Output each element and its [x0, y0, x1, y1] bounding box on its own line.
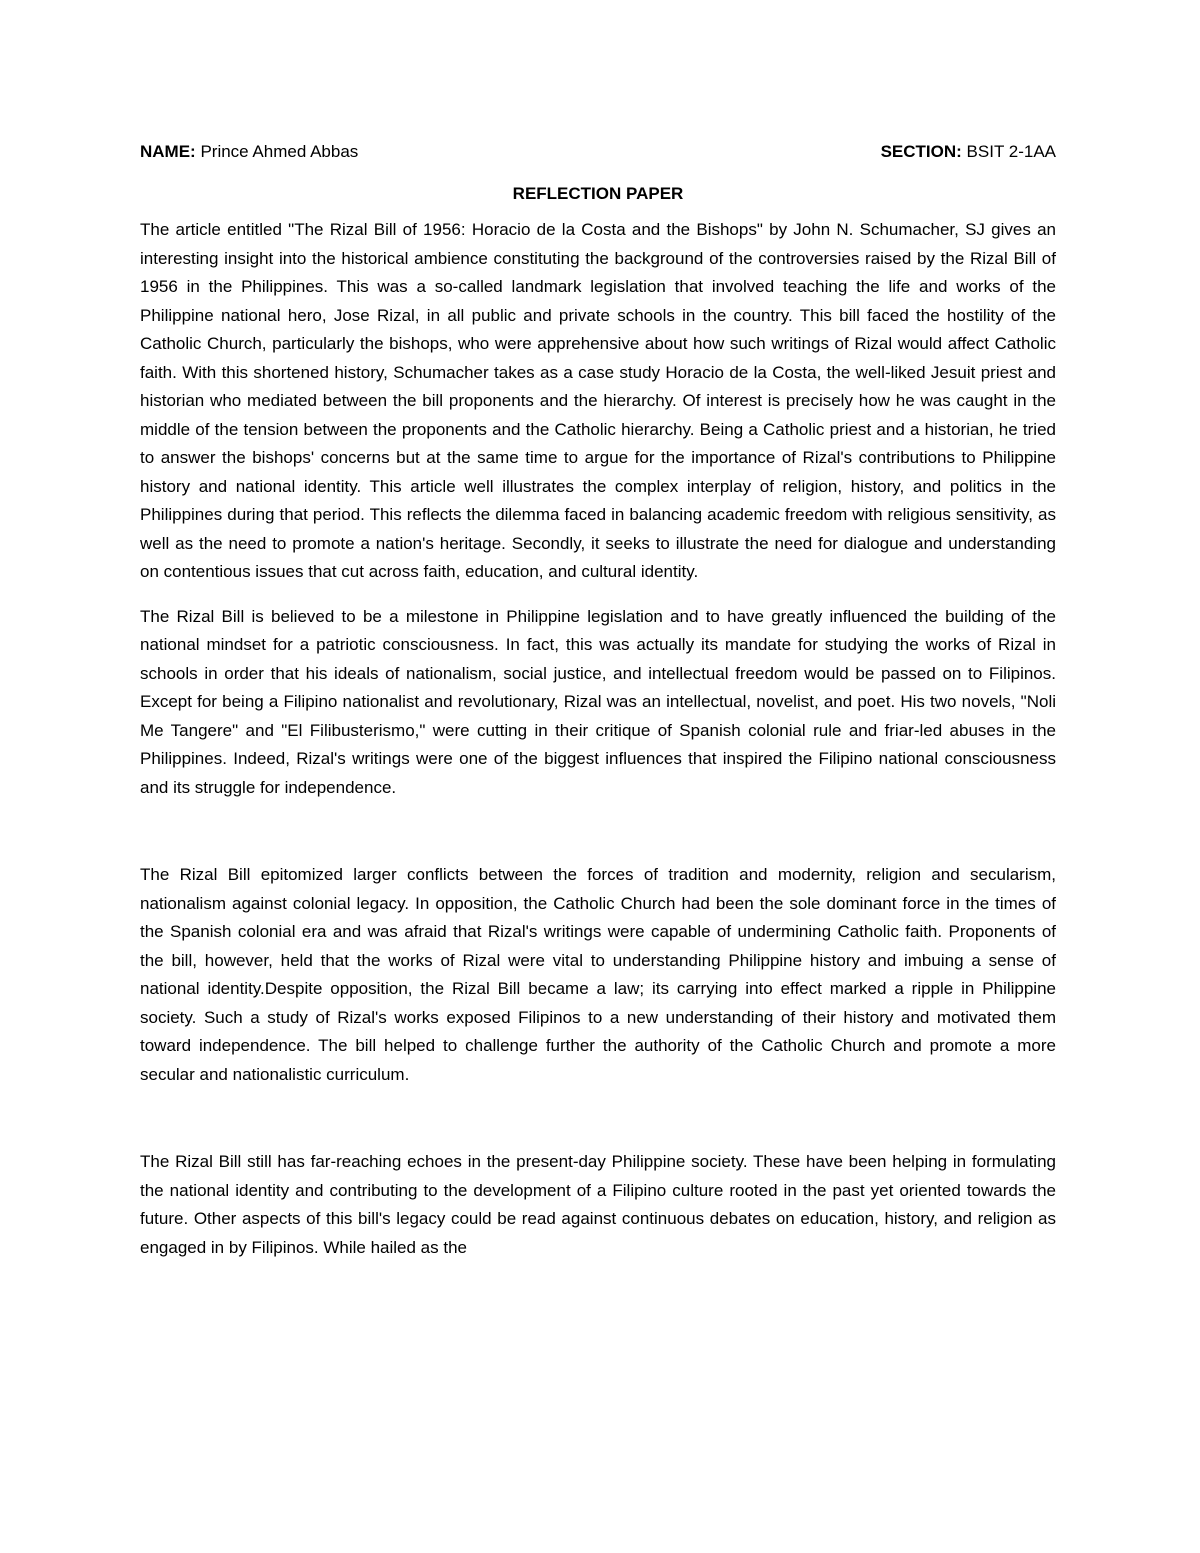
paragraph-spacer [140, 1089, 1056, 1148]
document-title: REFLECTION PAPER [512, 184, 684, 203]
paragraph-1: The article entitled "The Rizal Bill of 1956: Horacio de la Costa and the Bishops" by John N. Schumacher, SJ gives an interesting insight into the historical ambience constituting the background of the controversies raised by the Rizal Bill of 1956 in the Philippines. This was a so-called landmark legislation that involved teaching the life and works of the Philippine national hero, Jose Rizal, in all public and private schools in the country. This bill faced the hostility of the Catholic Church, particularly the bishops, who were apprehensive about how such writings of Rizal would affect Catholic faith. With this shortened history, Schumacher takes as a case study Horacio de la Costa, the well-liked Jesuit priest and historian who mediated between the bill proponents and the hierarchy. Of interest is precisely how he was caught in the middle of the tension between the proponents and the Catholic hierarchy. Being a Catholic priest and a historian, he tried to answer the bishops' concerns but at the same time to argue for the importance of Rizal's contributions to Philippine history and national identity. This article well illustrates the complex interplay of religion, history, and politics in the Philippines during that period. This reflects the dilemma faced in balancing academic freedom with religious sensitivity, as well as the need to promote a nation's heritage. Secondly, it seeks to illustrate the need for dialogue and understanding on contentious issues that cut across faith, education, and cultural identity. [140, 220, 1056, 581]
section-value: BSIT 2-1AA [966, 142, 1056, 161]
paragraph-spacer [140, 587, 1056, 603]
name-value: Prince Ahmed Abbas [200, 142, 359, 161]
document-page [140, 138, 1056, 1262]
name-label: NAME: [140, 142, 196, 161]
name-field [140, 138, 358, 166]
paragraph-2: The Rizal Bill is believed to be a milestone in Philippine legislation and to have greatly influenced the building of the national mindset for a patriotic consciousness. In fact, this was actually its mandate for studying the works of Rizal in schools in order that his ideals of nationalism, social justice, and intellectual freedom would be passed on to Filipinos. Except for being a Filipino nationalist and revolutionary, Rizal was an intellectual, novelist, and poet. His two novels, "Noli Me Tangere" and "El Filibusterismo," were cutting in their critique of Spanish colonial rule and friar-led abuses in the Philippines. Indeed, Rizal's writings were one of the biggest influences that inspired the Filipino national consciousness and its struggle for independence. [140, 606, 1056, 797]
section-field [881, 138, 1056, 166]
paragraph-3: The Rizal Bill epitomized larger conflicts between the forces of tradition and modernity, religion and secularism, nationalism against colonial legacy. In opposition, the Catholic Church had been the sole dominant force in the times of the Spanish colonial era and was afraid that Rizal's writings were capable of undermining Catholic faith. Proponents of the bill, however, held that the works of Rizal were vital to understanding Philippine history and imbuing a sense of national identity.Despite opposition, the Rizal Bill became a law; its carrying into effect marked a ripple in Philippine society. Such a study of Rizal's works exposed Filipinos to a new understanding of their history and motivated them toward independence. The bill helped to challenge further the authority of the Catholic Church and promote a more secular and nationalistic curriculum. [140, 865, 1056, 1084]
section-label: SECTION: [880, 142, 962, 161]
paragraph-spacer [140, 802, 1056, 861]
paragraph-4: The Rizal Bill still has far-reaching echoes in the present-day Philippine society. These have been helping in formulating the national identity and contributing to the development of a Filipino culture rooted in the past yet oriented towards the future. Other aspects of this bill's legacy could be read against continuous debates on education, history, and religion as engaged in by Filipinos. While hailed as the [140, 1152, 1056, 1257]
header-row [140, 138, 1056, 168]
